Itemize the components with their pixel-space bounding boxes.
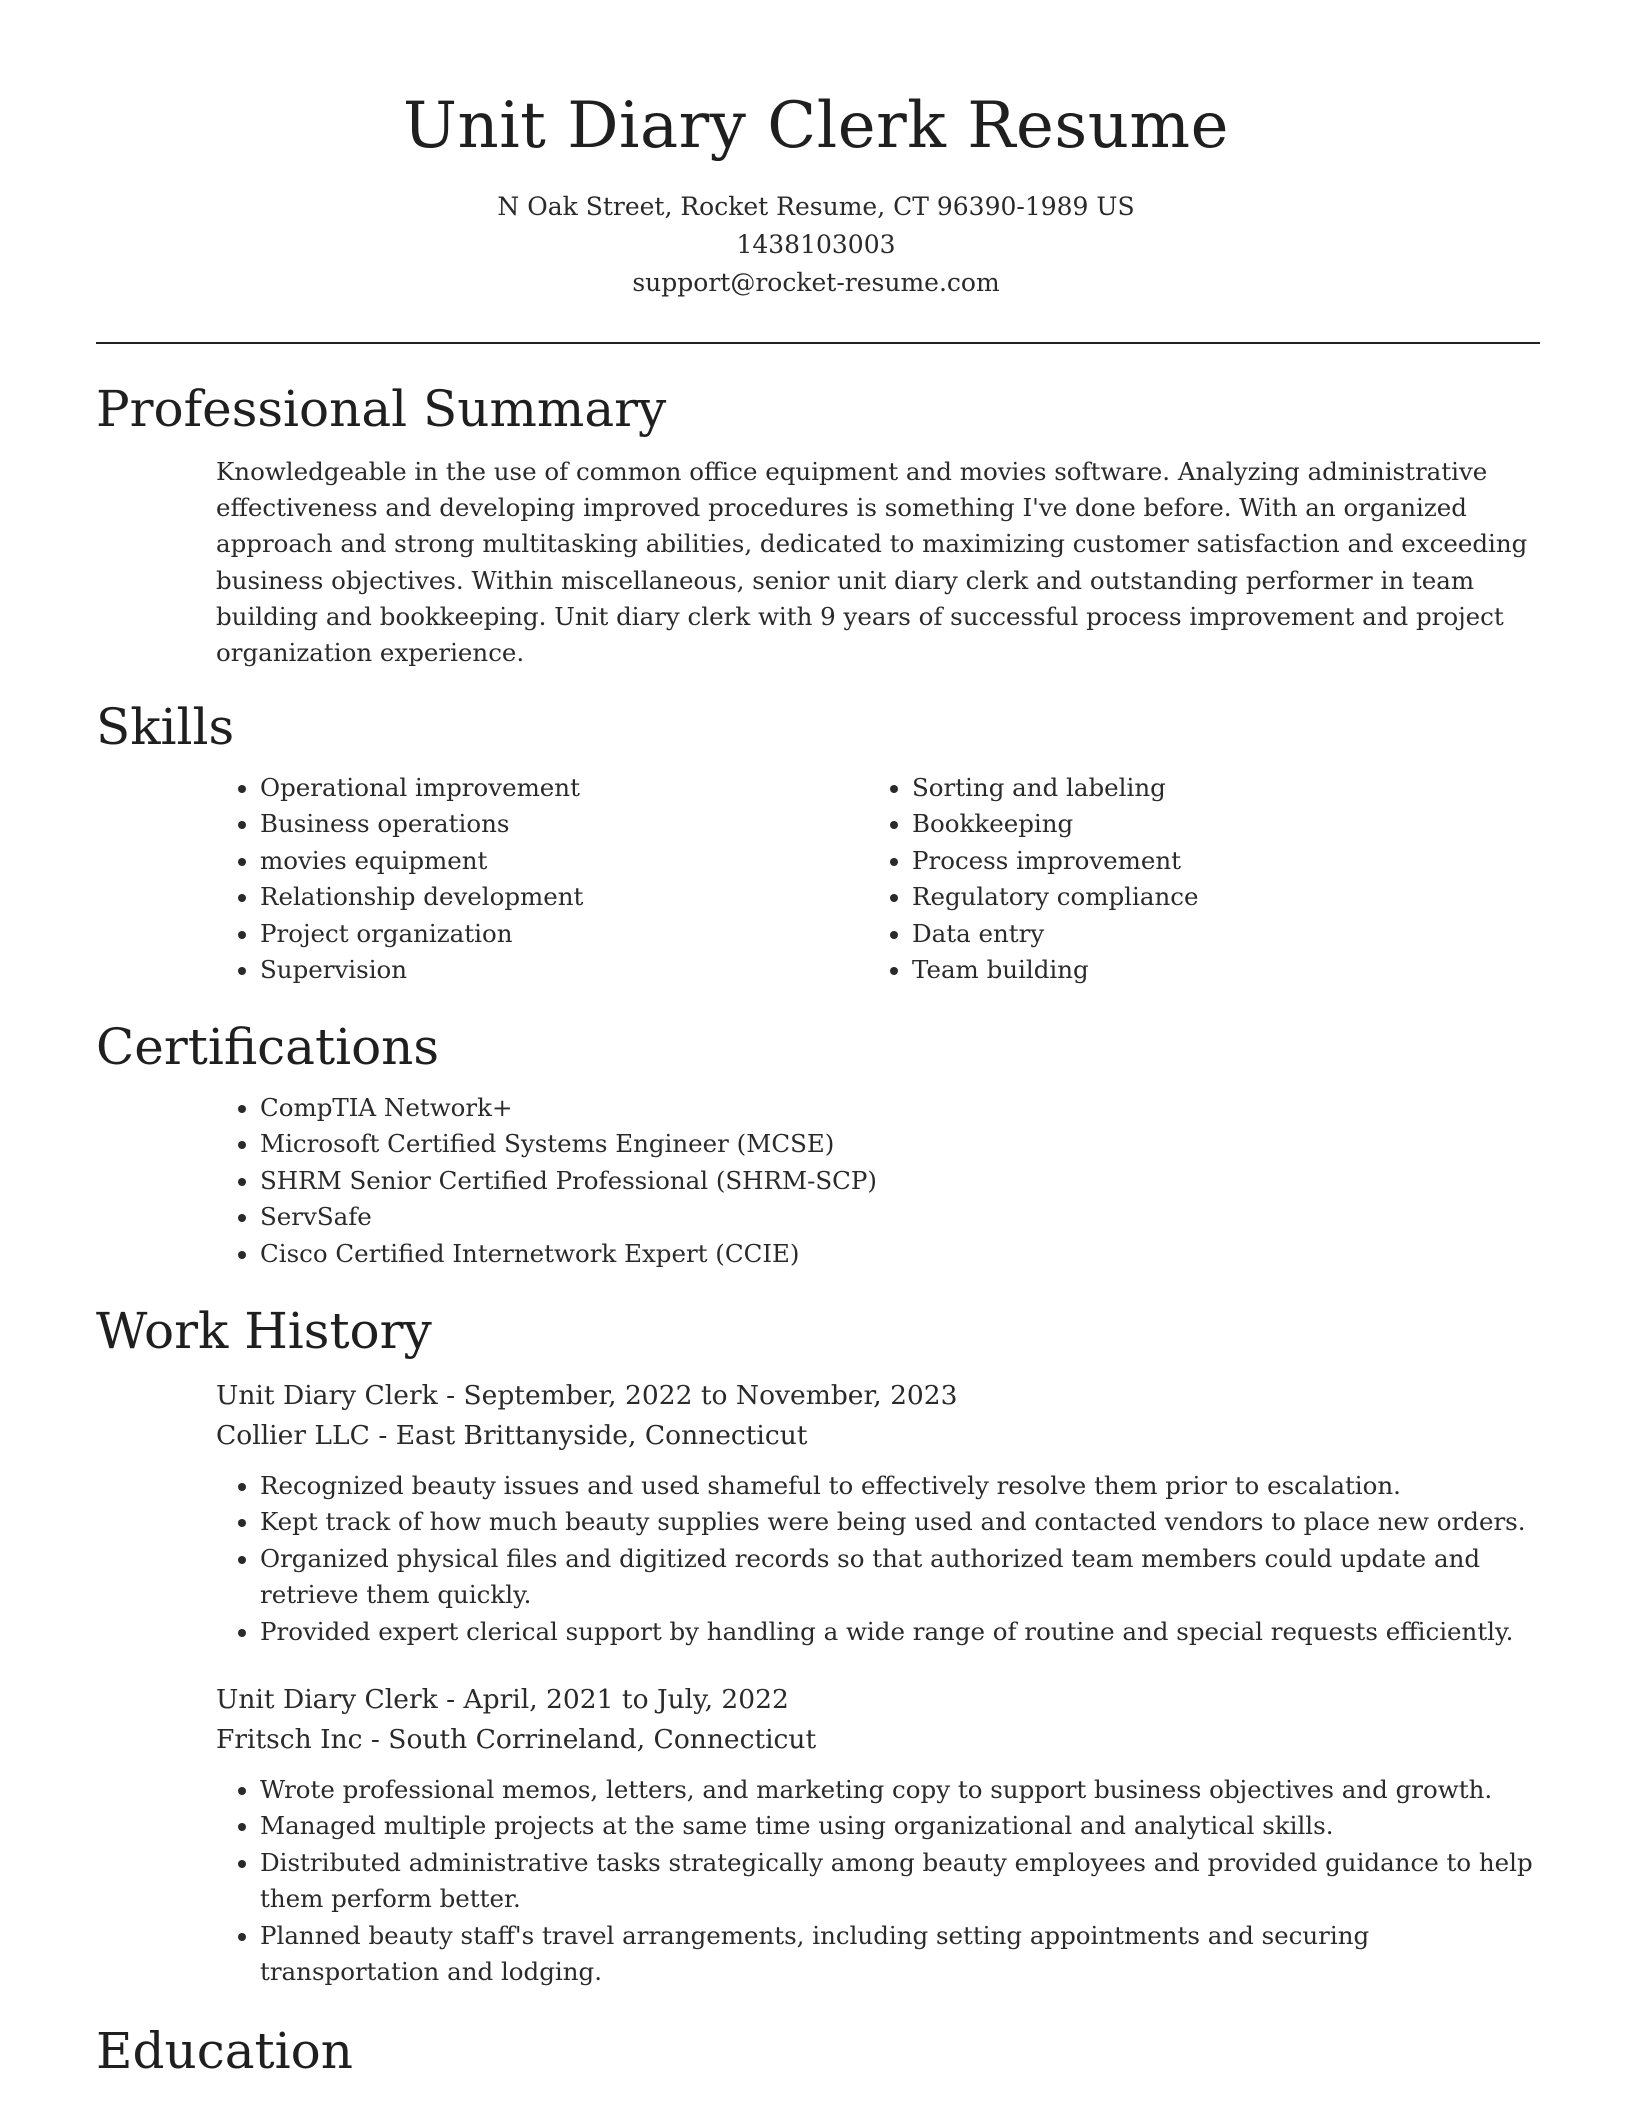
certification-item: • SHRM Senior Certified Professional (SHRM-SCP): [260, 1163, 1540, 1199]
work-history-section: [96, 1300, 1540, 1990]
contact-phone: 1438103003: [736, 230, 896, 259]
job-bullet: • Kept track of how much beauty supplies were being used and contacted vendors to place new orders.: [260, 1504, 1540, 1540]
contact-address: N Oak Street, Rocket Resume, CT 96390-1989 US: [497, 192, 1135, 221]
resume-title: Unit Diary Clerk Resume: [403, 89, 1229, 163]
skills-heading: Skills: [96, 698, 235, 756]
job-bullet: • Organized physical files and digitized records so that authorized team members could update and retrieve them quickly.: [260, 1541, 1540, 1614]
job-title-line: Unit Diary Clerk - September, 2022 to November, 2023: [216, 1380, 958, 1411]
summary-heading: Professional Summary: [96, 380, 667, 438]
contact-block: [0, 188, 1632, 302]
job-bullets: [216, 1772, 1540, 1990]
skills-column-left: [216, 770, 868, 988]
job-company-line: Fritsch Inc - South Corrineland, Connecticut: [216, 1724, 817, 1756]
skills-columns: [216, 770, 1540, 988]
summary-section: [96, 378, 1540, 671]
job-entry: [216, 1680, 1540, 1760]
skill-item: • Project organization: [260, 916, 868, 952]
resume-header: [0, 0, 1632, 302]
job-title-line: Unit Diary Clerk - April, 2021 to July, 2022: [216, 1684, 789, 1716]
work-history-heading: Work History: [96, 1302, 432, 1360]
job-bullet: • Managed multiple projects at the same time using organizational and analytical skills.: [260, 1808, 1540, 1844]
skill-item: • Bookkeeping: [912, 806, 1520, 842]
job-company-line: Collier LLC - East Brittanyside, Connecticut: [216, 1420, 808, 1451]
skill-item: • Sorting and labeling: [912, 770, 1520, 806]
certification-item: • Microsoft Certified Systems Engineer (MCSE): [260, 1126, 1540, 1162]
skill-item: • Data entry: [912, 916, 1520, 952]
job-bullets: [216, 1468, 1540, 1650]
certification-item: • Cisco Certified Internetwork Expert (CCIE): [260, 1236, 1540, 1272]
skill-item: • Regulatory compliance: [912, 879, 1520, 915]
job-bullet: • Distributed administrative tasks strategically among beauty employees and provided guidance to help them perform better.: [260, 1845, 1540, 1918]
job-bullet: • Planned beauty staff's travel arrangements, including setting appointments and securing transportation and lodging.: [260, 1918, 1540, 1991]
skill-item: • Supervision: [260, 952, 868, 988]
job-bullet: • Wrote professional memos, letters, and marketing copy to support business objectives and growth.: [260, 1772, 1540, 1808]
header-divider: [96, 342, 1540, 344]
education-section: [96, 2020, 1540, 2082]
education-heading: Education: [96, 2022, 353, 2080]
summary-text: Knowledgeable in the use of common office equipment and movies software. Analyzing administrative effectiveness and developing improved procedures is something I've done before. With an organized approach and strong multitasking abilities, dedicated to maximizing customer satisfaction and exceeding business objectives. Within miscellaneous, senior unit diary clerk and outstanding performer in team building and bookkeeping. Unit diary clerk with 9 years of successful process improvement and project organization experience.: [216, 457, 1528, 668]
skill-item: • Relationship development: [260, 879, 868, 915]
skills-column-right: [868, 770, 1520, 988]
job-bullet: • Provided expert clerical support by handling a wide range of routine and special requests efficiently.: [260, 1614, 1540, 1650]
skill-item: • Operational improvement: [260, 770, 868, 806]
contact-email: support@rocket-resume.com: [632, 268, 1000, 297]
job-entry: [216, 1376, 1540, 1456]
skill-item: • Business operations: [260, 806, 868, 842]
certification-item: • CompTIA Network+: [260, 1090, 1540, 1126]
certification-item: • ServSafe: [260, 1199, 1540, 1235]
skill-item: • Team building: [912, 952, 1520, 988]
certifications-heading: Certifications: [96, 1018, 440, 1076]
skill-item: • Process improvement: [912, 843, 1520, 879]
skills-section: [96, 696, 1540, 988]
certifications-list: [216, 1090, 1540, 1272]
job-bullet: • Recognized beauty issues and used shameful to effectively resolve them prior to escalation.: [260, 1468, 1540, 1504]
skill-item: • movies equipment: [260, 843, 868, 879]
certifications-section: [96, 1016, 1540, 1272]
